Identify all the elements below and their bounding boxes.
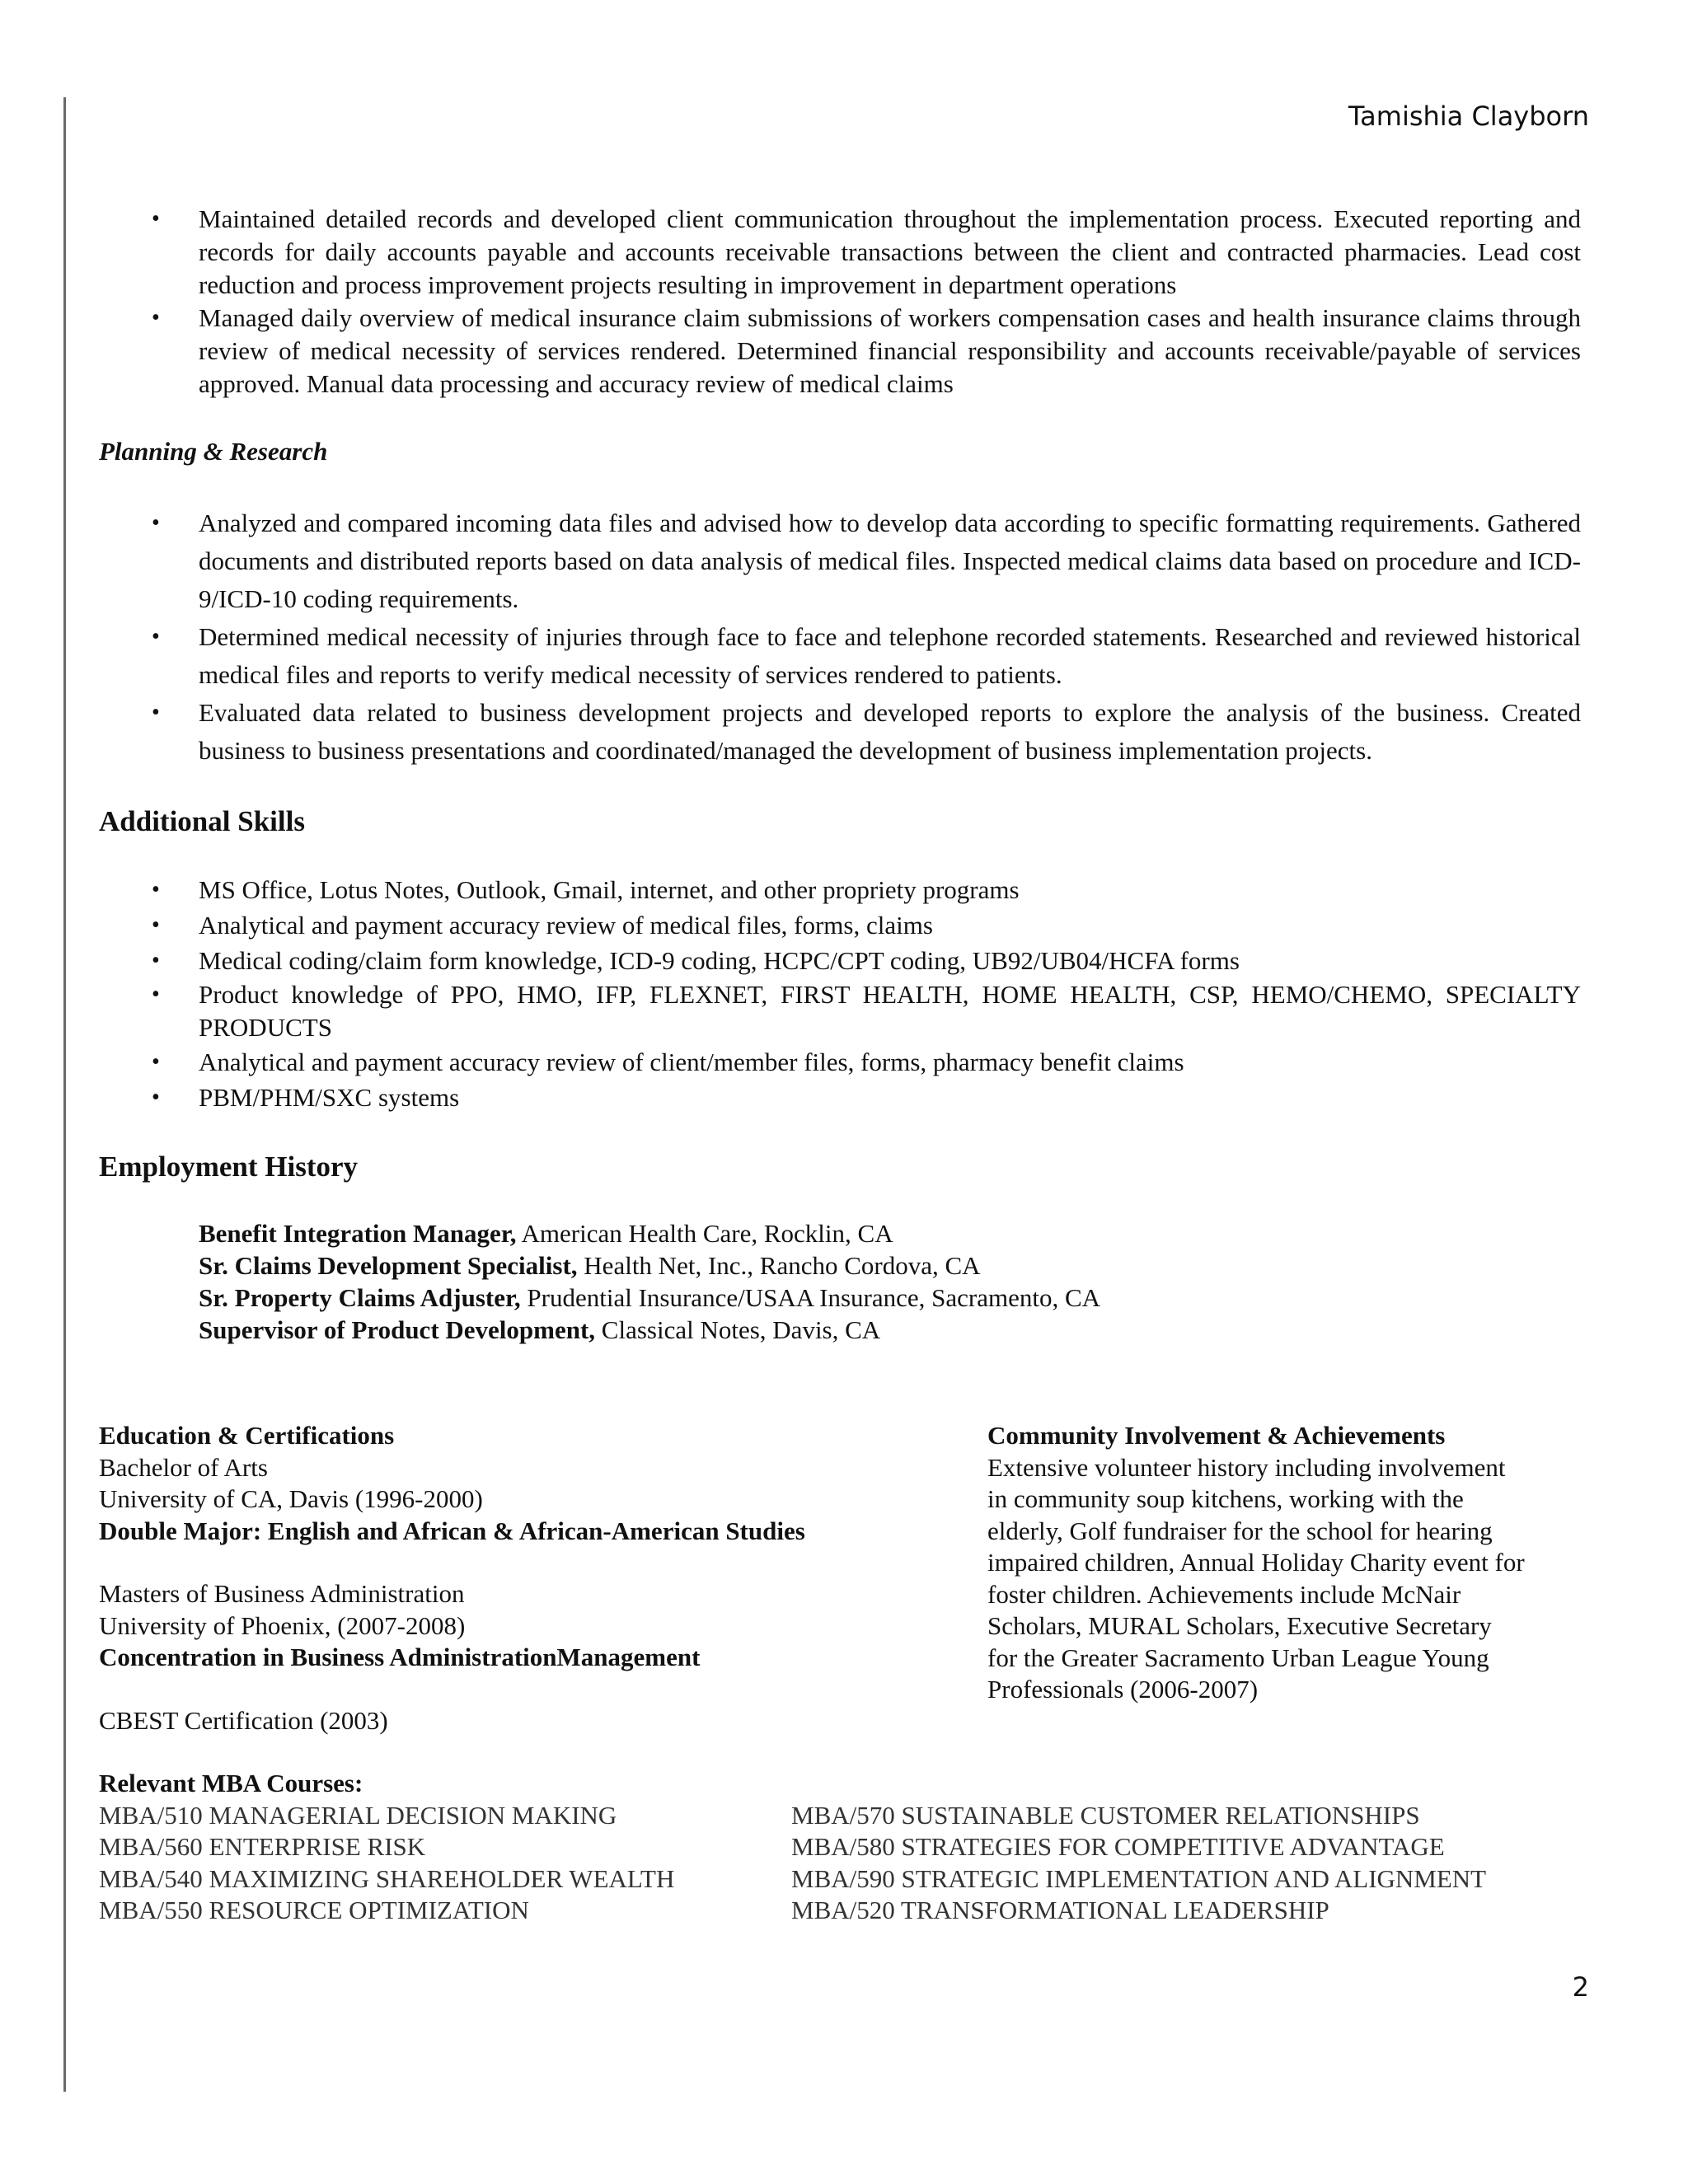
job-detail: Health Net, Inc., Rancho Cordova, CA: [577, 1251, 981, 1280]
list-item: • MS Office, Lotus Notes, Outlook, Gmail, internet, and other propriety programs: [99, 872, 1581, 907]
course-item: MBA/590 STRATEGIC IMPLEMENTATION AND ALIGNMENT: [791, 1863, 1487, 1893]
degree-2: Masters of Business Administration: [99, 1579, 465, 1608]
course-item: MBA/510 MANAGERIAL DECISION MAKING: [99, 1800, 617, 1830]
community-line: for the Greater Sacramento Urban League Young: [987, 1643, 1489, 1672]
employment-list: [99, 1217, 1581, 1346]
job-detail: Prudential Insurance/USAA Insurance, Sacramento, CA: [520, 1283, 1101, 1312]
education-section: [99, 1420, 956, 1736]
employment-heading: Employment History: [99, 1151, 359, 1183]
course-item: MBA/540 MAXIMIZING SHAREHOLDER WEALTH: [99, 1863, 675, 1893]
course-item: MBA/570 SUSTAINABLE CUSTOMER RELATIONSHIPS: [791, 1800, 1420, 1830]
bullet-icon: •: [152, 305, 160, 330]
list-item: • Medical coding/claim form knowledge, ICD-9 coding, HCPC/CPT coding, UB92/UB04/HCFA forms: [99, 943, 1581, 978]
resume-content: [99, 203, 1581, 1927]
bullet-icon: •: [152, 624, 160, 649]
bullet-icon: •: [152, 982, 160, 1007]
major-2: Concentration in Business AdministrationManagement: [99, 1643, 701, 1671]
header-name: Tamishia Clayborn: [1348, 101, 1589, 132]
community-line: in community soup kitchens, working with the: [987, 1484, 1464, 1513]
courses-heading: Relevant MBA Courses:: [99, 1769, 363, 1797]
community-section: [987, 1420, 1581, 1736]
certification: CBEST Certification (2003): [99, 1705, 388, 1735]
job-title: Supervisor of Product Development,: [199, 1315, 596, 1344]
school-1: University of CA, Davis (1996-2000): [99, 1484, 483, 1513]
bullet-icon: •: [152, 510, 160, 536]
skills-heading: Additional Skills: [99, 805, 305, 837]
bullet-icon: •: [152, 948, 160, 973]
education-heading: Education & Certifications: [99, 1421, 395, 1450]
major-1: Double Major: English and African & African-American Studies: [99, 1516, 805, 1545]
page-number: 2: [1572, 1971, 1589, 2003]
job-title: Benefit Integration Manager,: [199, 1219, 517, 1248]
bullet-icon: •: [152, 1085, 160, 1110]
list-item: • Determined medical necessity of injuries through face to face and telephone recorded statements. Researched and reviewed historical medical files and reports to verify medical necessity of services rendered to patients.: [99, 618, 1581, 694]
list-item: • PBM/PHM/SXC systems: [99, 1080, 1581, 1115]
community-line: Professionals (2006-2007): [987, 1675, 1259, 1704]
job-title: Sr. Property Claims Adjuster,: [199, 1283, 521, 1312]
community-line: impaired children, Annual Holiday Charity event for: [987, 1548, 1525, 1577]
job-entry: [199, 1314, 1581, 1346]
spacer: [99, 1674, 956, 1705]
education-community-row: [99, 1420, 1581, 1736]
community-line: foster children. Achievements include McNair: [987, 1579, 1461, 1609]
degree-1: Bachelor of Arts: [99, 1452, 268, 1482]
bullet-icon: •: [152, 912, 160, 938]
school-2: University of Phoenix, (2007-2008): [99, 1610, 466, 1640]
margin-rule: [63, 97, 66, 2092]
bullet-icon: •: [152, 1049, 160, 1075]
list-item: • Maintained detailed records and developed client communication throughout the implementation process. Executed reporting and records for daily accounts payable and accounts receivable transactions between the client and contracted pharmacies. Lead cost reduction and process improvement projects resulting in improvement in department operations: [152, 204, 1581, 299]
courses-grid: [99, 1800, 1581, 1927]
skills-bullets: [99, 872, 1581, 1115]
course-item: MBA/550 RESOURCE OPTIMIZATION: [99, 1896, 529, 1924]
job-title: Sr. Claims Development Specialist,: [199, 1251, 578, 1280]
bullet-icon: •: [152, 877, 160, 902]
list-item: • Managed daily overview of medical insurance claim submissions of workers compensation cases and health insurance claims through review of medical necessity of services rendered. Determined financial responsibility and accounts receivable/payable of services approved. Manual data processing and accuracy review of medical claims: [152, 303, 1581, 398]
community-line: Extensive volunteer history including involvement: [987, 1452, 1506, 1482]
community-line: elderly, Golf fundraiser for the school for hearing: [987, 1516, 1493, 1545]
list-item: • Analyzed and compared incoming data files and advised how to develop data according to specific formatting requirements. Gathered documents and distributed reports based on data analysis of medical files. Inspected medical claims data based on procedure and ICD-9/ICD-10 coding requirements.: [99, 504, 1581, 618]
job-entry: [199, 1282, 1581, 1314]
job-entry: [199, 1217, 1581, 1249]
community-line: Scholars, MURAL Scholars, Executive Secretary: [987, 1611, 1492, 1640]
job-detail: American Health Care, Rocklin, CA: [516, 1219, 893, 1248]
course-item: MBA/580 STRATEGIES FOR COMPETITIVE ADVANTAGE: [791, 1832, 1445, 1861]
spacer: [99, 1547, 956, 1578]
list-item: • Product knowledge of PPO, HMO, IFP, FLEXNET, FIRST HEALTH, HOME HEALTH, CSP, HEMO/CHEMO, SPECIALTY PRODUCTS: [152, 980, 1581, 1042]
community-heading: Community Involvement & Achievements: [987, 1421, 1446, 1450]
course-item: MBA/560 ENTERPRISE RISK: [99, 1832, 426, 1861]
course-item: MBA/520 TRANSFORMATIONAL LEADERSHIP: [791, 1896, 1329, 1924]
bullet-icon: •: [152, 700, 160, 725]
job-detail: Classical Notes, Davis, CA: [595, 1315, 881, 1344]
job-entry: [199, 1249, 1581, 1282]
list-item: • Evaluated data related to business development projects and developed reports to explore the analysis of the business. Created business to business presentations and coordinated/managed the development of business implementation projects.: [99, 694, 1581, 770]
bullet-icon: •: [152, 206, 160, 232]
list-item: • Analytical and payment accuracy review of medical files, forms, claims: [99, 907, 1581, 943]
planning-heading: Planning & Research: [99, 437, 328, 466]
planning-bullets: [99, 504, 1581, 770]
list-item: • Analytical and payment accuracy review of client/member files, forms, pharmacy benefit claims: [99, 1044, 1581, 1080]
experience-bullets: [99, 203, 1581, 401]
